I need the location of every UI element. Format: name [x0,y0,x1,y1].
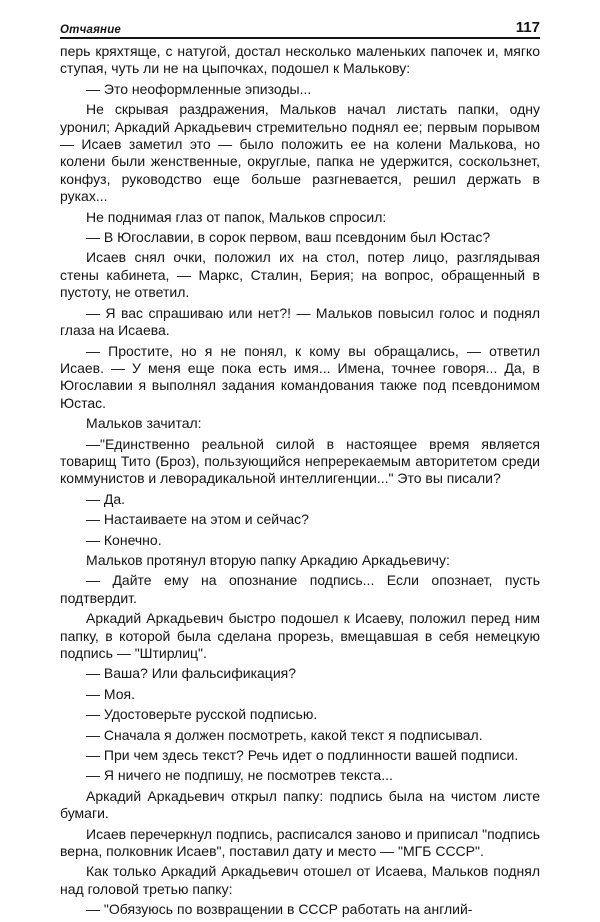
paragraph: — Удостоверьте русской подписью. [86,706,318,723]
running-header [60,14,540,39]
paragraph: Как только Аркадий Аркадьевич отошел от Исаева, Мальков поднял над головой третью папку: [60,863,540,897]
paragraph: — "Обязуюсь по возвращении в СССР работать на англий- [86,901,473,918]
paragraph: — При чем здесь текст? Речь идет о подлинности вашей подписи. [86,747,519,764]
paragraph: — В Югославии, в сорок первом, ваш псевдоним был Юстас? [86,229,491,246]
paragraph: Мальков зачитал: [86,415,202,432]
book-page [60,14,540,922]
body-text [60,43,540,919]
paragraph: Аркадий Аркадьевич быстро подошел к Исаеву, положил перед ним папку, в которой была сделана прорезь, вмещавшая в себя немецкую подпись — "Штирлиц". [60,610,540,661]
paragraph: — Я вас спрашиваю или нет?! — Мальков повысил голос и поднял глаза на Исаева. [60,304,540,339]
paragraph: Не поднимая глаз от папок, Мальков спросил: [86,208,387,225]
paragraph: Не скрывая раздражения, Мальков начал листать папки, одну уронил; Аркадий Аркадьевич стремительно поднял ее; первым порывом — Исаев заметил это — было положить ее на колени Малькова, но колени были женственные, округлые, папка не удержится, соскользнет, конфуз, руководство еще больше разгневается, решил держать в руках... [60,101,540,205]
paragraph: — Сначала я должен посмотреть, какой текст я подписывал. [86,726,483,743]
paragraph: Исаев снял очки, положил их на стол, потер лицо, разглядывая стены кабинета, — Маркс, Сталин, Берия; на вопрос, обращенный в пустоту, не ответил. [60,249,540,301]
paragraph: — Дайте ему на опознание подпись... Если опознает, пусть подтвердит. [60,572,540,606]
section-title: Отчаяние [60,24,122,36]
paragraph: Мальков протянул вторую папку Аркадию Аркадьевичу: [86,551,450,568]
paragraph: — Ваша? Или фальсификация? [86,665,296,682]
paragraph: — Простите, но я не понял, к кому вы обращались, — ответил Исаев. — У меня еще пока есть имя... Имена, точнее говоря... Да, в Югославии я выполнял задания командования также под псевдонимом Юстас. [60,342,540,411]
paragraph: Аркадий Аркадьевич открыл папку: подпись была на чистом листе бумаги. [60,787,540,822]
paragraph: —"Единственно реальной силой в настоящее время является товарищ Тито (Броз), пользующийся непререкаемым авторитетом среди коммунистов и леворадикальной интеллигенции..." Это вы писали? [60,435,540,487]
paragraph: — Да. [86,490,126,507]
page-number: 117 [515,19,540,36]
paragraph: перь кряхтяще, с натугой, достал несколько маленьких папочек и, мягко ступая, чуть ли не на цыпочках, подошел к Малькову: [60,43,540,77]
paragraph: — Я ничего не подпишу, не посмотрев текста... [86,767,393,784]
paragraph: — Настаиваете на этом и сейчас? [86,511,309,528]
paragraph: — Это неоформленные эпизоды... [86,80,312,97]
paragraph: Исаев перечеркнул подпись, расписался заново и приписал "подпись верна, полковник Исаев", поставил дату и место — "МГБ СССР". [60,825,540,860]
paragraph: — Конечно. [86,531,162,548]
paragraph: — Моя. [86,685,135,702]
